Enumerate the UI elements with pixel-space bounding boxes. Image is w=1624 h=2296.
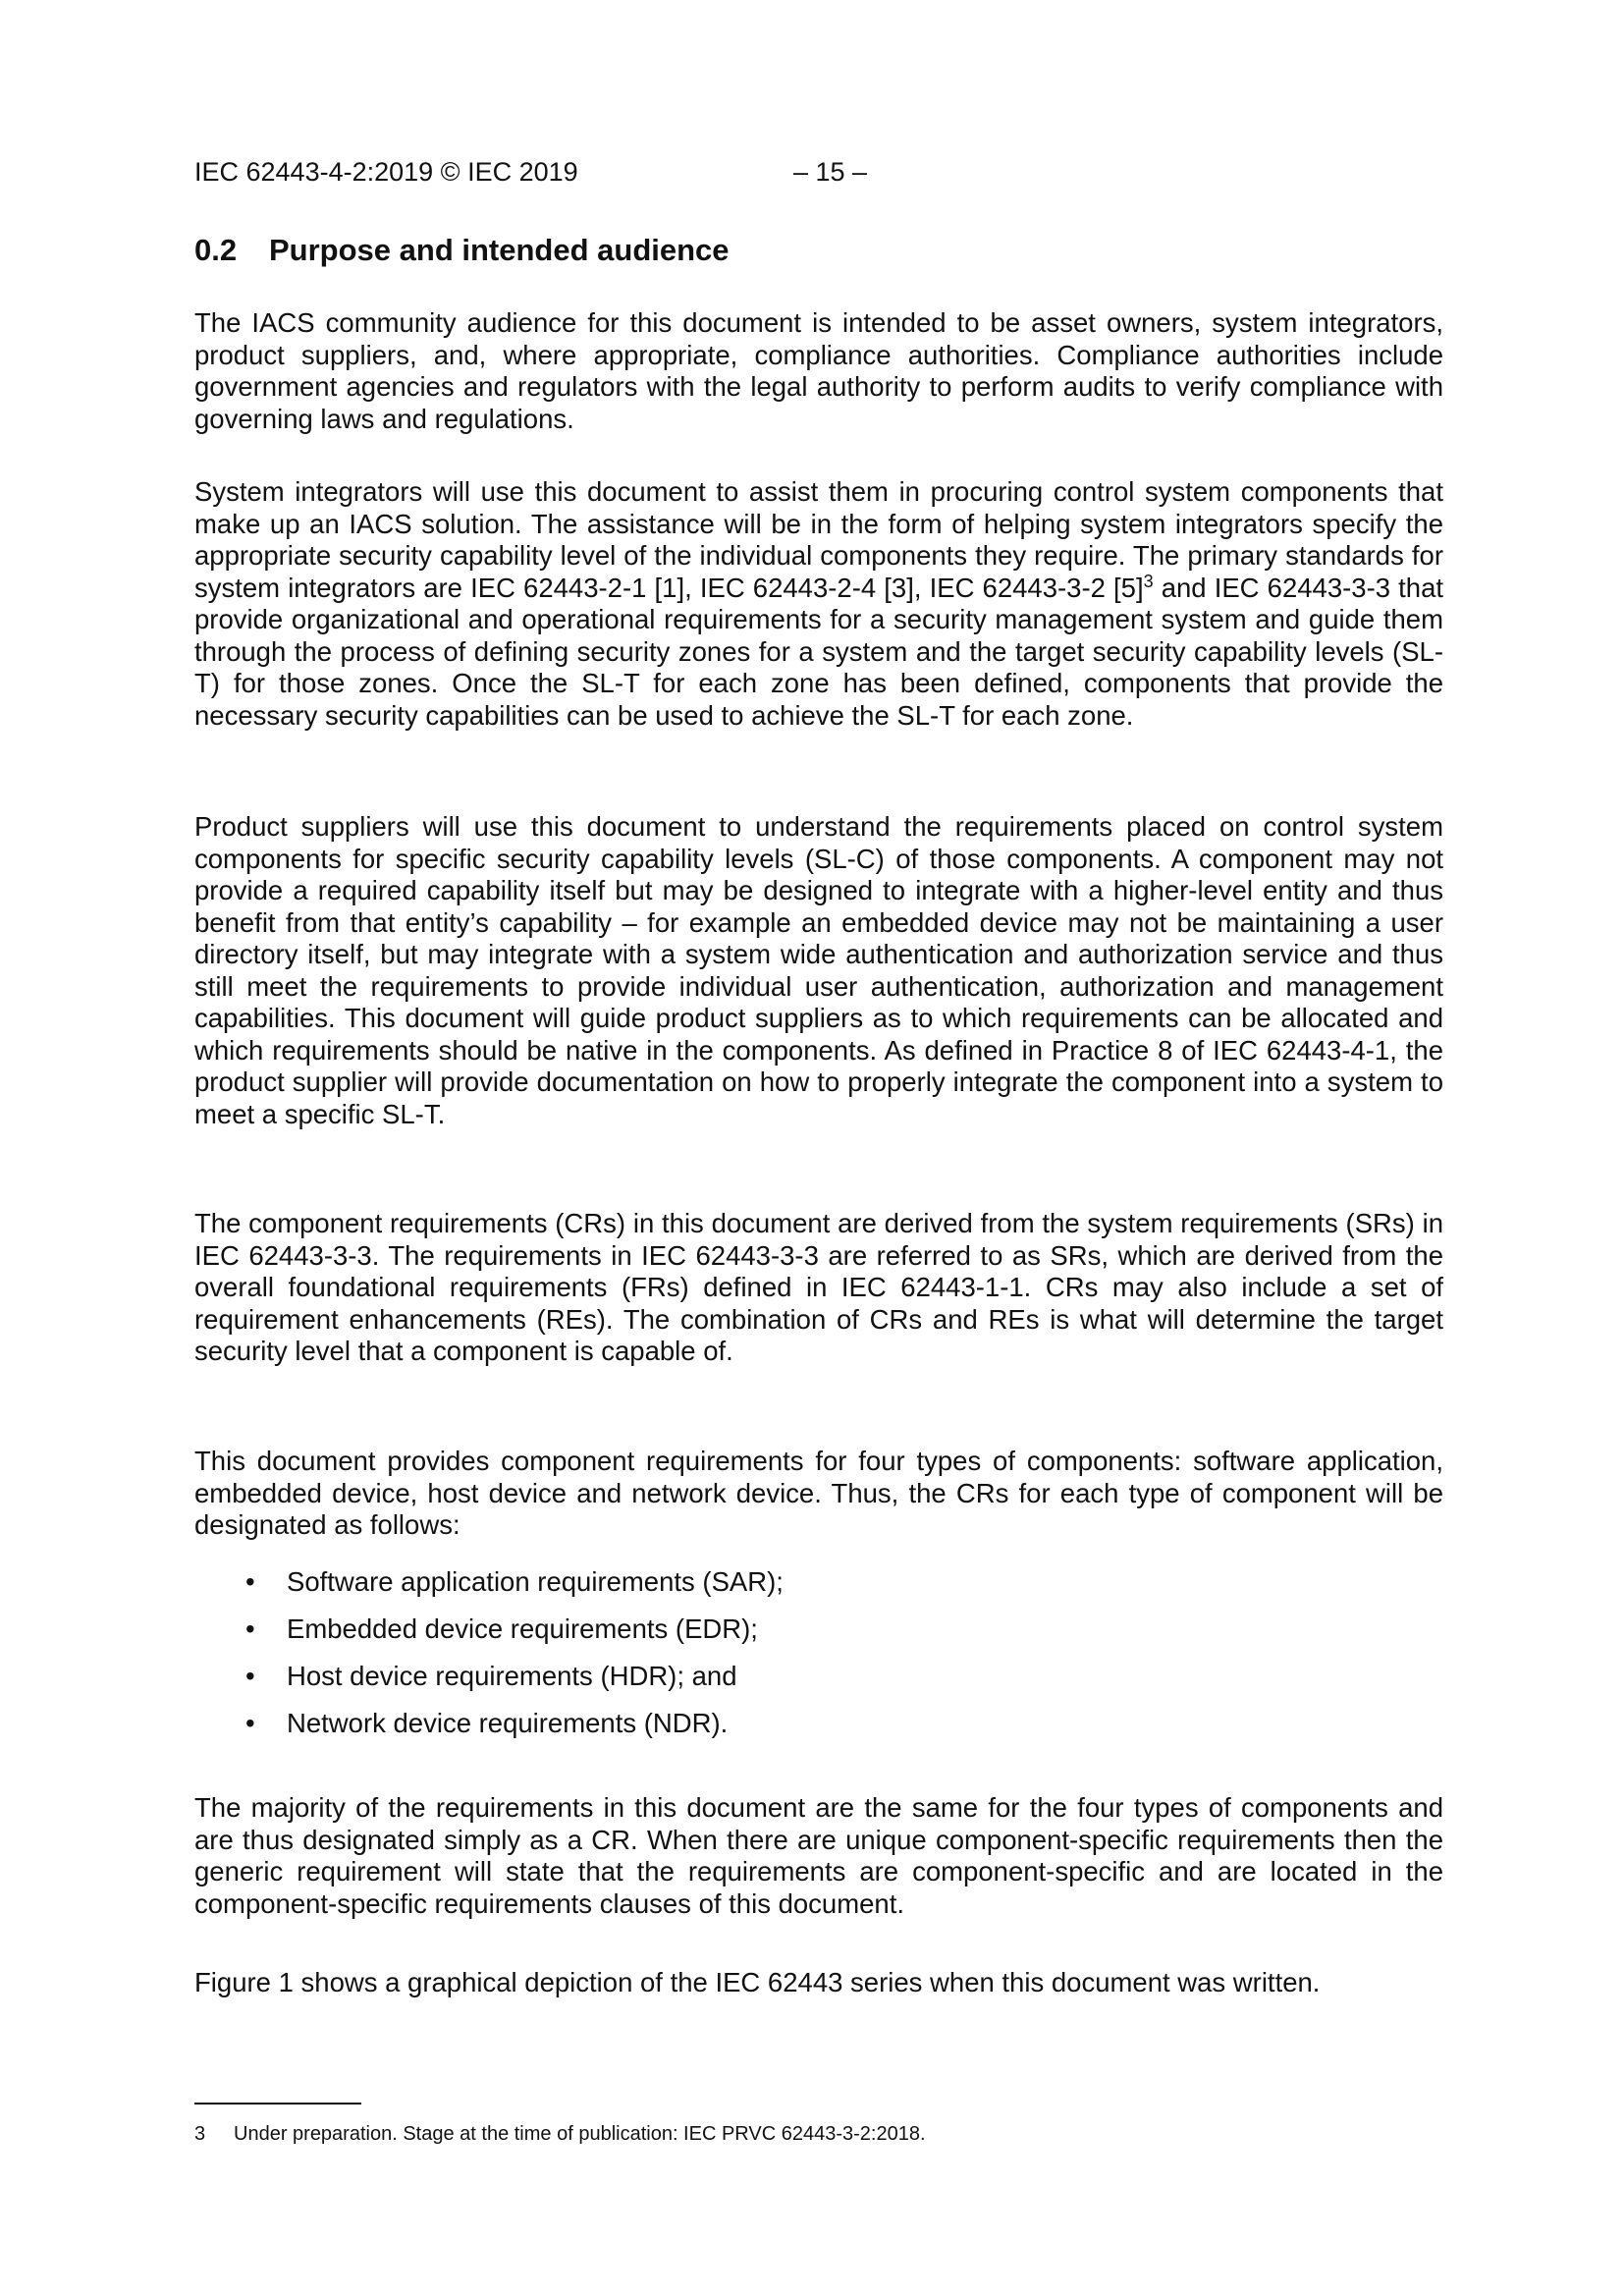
paragraph-system-integrators <box>194 476 1443 732</box>
paragraph-component-requirements: The component requirements (CRs) in this document are derived from the system requirements (SRs) in IEC 62443‑3‑3. The requirements in IEC 62443‑3‑3 are referred to as SRs, which are derived from the overall foundational requirements (FRs) defined in IEC 62443‑1‑1. CRs may also include a set of requirement enhancements (REs). The combination of CRs and REs is what will determine the target security level that a component is capable of. <box>194 1208 1443 1366</box>
list-item <box>194 1708 1443 1755</box>
paragraph-figure-reference: Figure 1 shows a graphical depiction of the IEC 62443 series when this document was written. <box>194 1967 1321 1997</box>
list-item-text: Network device requirements (NDR). <box>287 1708 729 1738</box>
footnote-mark: 3 <box>194 2123 206 2145</box>
section-number: 0.2 <box>194 233 238 267</box>
bullet-icon: • <box>245 1566 255 1597</box>
list-item-text: Host device requirements (HDR); and <box>287 1661 737 1691</box>
header-document-id: IEC 62443-4-2:2019 © IEC 2019 <box>194 157 578 187</box>
list-item <box>194 1613 1443 1661</box>
list-item-text: Embedded device requirements (EDR); <box>287 1613 758 1644</box>
component-types-list <box>194 1566 1443 1755</box>
section-heading <box>194 232 730 269</box>
paragraph-audience: The IACS community audience for this document is intended to be asset owners, system integrators, product suppliers, and, where appropriate, compliance authorities. Compliance authorities include government agencies and regulators with the legal authority to perform audits to verify compliance with governing laws and regulations. <box>194 307 1443 434</box>
bullet-icon: • <box>245 1661 255 1691</box>
footnote-reference[interactable]: 3 <box>1143 571 1154 591</box>
list-item-text: Software application requirements (SAR); <box>287 1566 784 1597</box>
paragraph-system-integrators-part1: System integrators will use this document to assist them in procuring control system components that make up an IACS solution. The assistance will be in the form of helping system integrators specify the appropriate security capability level of the individual components they require. The primary standards for system integrators are IEC 62443‑2‑1 [1], IEC 62443‑2‑4 [3], IEC 62443‑3‑2 [5] <box>194 476 1443 603</box>
footnote-text: Under preparation. Stage at the time of publication: IEC PRVC 62443-3-2:2018. <box>234 2123 926 2145</box>
paragraph-system-integrators-part2: and IEC 62443‑3‑3 that provide organizational and operational requirements for a security management system and guide them through the process of defining security zones for a system and the target security capability levels (SL-T) for those zones. Once the SL-T for each zone has been defined, components that provide the necessary security capabilities can be used to achieve the SL-T for each zone. <box>194 572 1444 731</box>
bullet-icon: • <box>245 1708 255 1738</box>
list-item <box>194 1661 1443 1708</box>
header-page-number: – 15 – <box>793 157 868 187</box>
footnote <box>194 2121 926 2147</box>
paragraph-component-types: This document provides component requirements for four types of components: software application, embedded device, host device and network device. Thus, the CRs for each type of component will be designated as follows: <box>194 1446 1443 1540</box>
paragraph-product-suppliers: Product suppliers will use this document to understand the requirements placed on control system components for specific security capability levels (SL-C) of those components. A component may not provide a required capability itself but may be designed to integrate with a higher-level entity and thus benefit from that entity’s capability – for example an embedded device may not be maintaining a user directory itself, but may integrate with a system wide authentication and authorization service and thus still meet the requirements to provide individual user authentication, authorization and management capabilities. This document will guide product suppliers as to which requirements can be allocated and which requirements should be native in the components. As defined in Practice 8 of IEC 62443‑4‑1, the product supplier will provide documentation on how to properly integrate the component into a system to meet a specific SL-T. <box>194 811 1443 1129</box>
section-title: Purpose and intended audience <box>269 233 730 267</box>
footnote-divider <box>194 2103 361 2105</box>
paragraph-requirements-majority: The majority of the requirements in this document are the same for the four types of components and are thus designated simply as a CR. When there are unique component-specific requirements then the generic requirement will state that the requirements are component-specific and are located in the component-specific requirements clauses of this document. <box>194 1792 1443 1919</box>
list-item <box>194 1566 1443 1613</box>
bullet-icon: • <box>245 1613 255 1644</box>
